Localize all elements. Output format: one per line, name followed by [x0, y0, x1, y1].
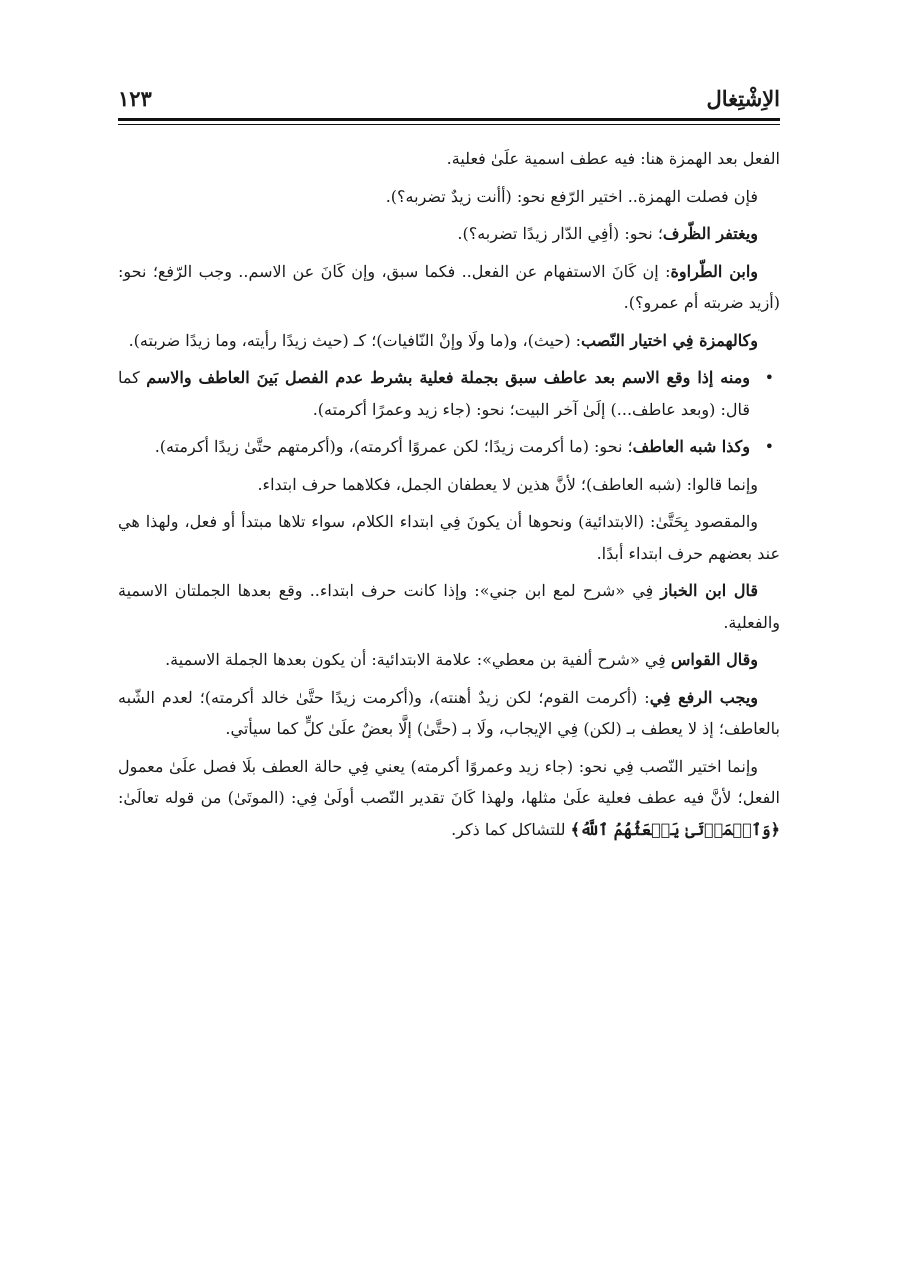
paragraph: وقال القواس فِي «شرح ألفية بن معطي»: علامة الابتدائية: أن يكون بعدها الجملة الاسمية.: [165, 650, 758, 669]
paragraph: وابن الطّراوة: إن كَانَ الاستفهام عن الفعل.. فكما سبق، وإن كَانَ عن الاسم.. وجب الرّفع؛ نحو: (أزيد ضربته أم عمرو؟).: [118, 261, 780, 312]
bold-term: قال ابن الخباز: [660, 581, 758, 600]
page-header: [118, 84, 780, 114]
header-rule-thin: [118, 124, 780, 125]
header-rule-thick: [118, 118, 780, 121]
bold-term: ويجب الرفع فِي: [649, 687, 758, 707]
bold-term: وقال القواس: [670, 650, 758, 669]
page-number: ١٢٣: [118, 86, 152, 111]
paragraph: قال ابن الخباز فِي «شرح لمع ابن جني»: وإذا كانت حرف ابتداء.. وقع بعدها الجملتان الاسمية والفعلية.: [118, 581, 780, 632]
paragraph: فإن فصلت الهمزة.. اختير الرّفع نحو: (أأنت زيدٌ تضربه؟).: [385, 186, 758, 206]
paragraph: وإنما قالوا: (شبه العاطف)؛ لأنَّ هذين لا يعطفان الجمل، فكلاهما حرف ابتداء.: [257, 474, 758, 494]
bold-term: وكذا شبه العاطف: [632, 437, 750, 456]
bullet-list: [118, 362, 780, 463]
paragraph: الفعل بعد الهمزة هنا: فيه عطف اسمية علَىٰ فعلية.: [446, 149, 780, 168]
bold-term: وابن الطّراوة: [670, 261, 759, 281]
paragraph: ويغتفر الظّرف؛ نحو: (أفِي الدّار زيدًا تضربه؟).: [457, 224, 758, 243]
main-text: [118, 143, 780, 851]
bold-term: ومنه إذا وقع الاسم بعد عاطف سبق بجملة فعلية بشرط عدم الفصل بَينَ العاطف والاسم: [146, 368, 751, 387]
paragraph: وكالهمزة فِي اختيار النّصب: (حيث)، و(ما ولَا وإنْ النّافيات)؛ كـ (حيث زيدًا رأيته، وما زيدًا ضربته).: [128, 330, 758, 350]
list-item: • ومنه إذا وقع الاسم بعد عاطف سبق بجملة فعلية بشرط عدم الفصل بَينَ العاطف والاسم كما قال: (وبعد عاطف...) إلَىٰ آخر البيت؛ نحو: (جاء زيد وعمرًا أكرمته).: [118, 362, 780, 425]
bold-term: وكالهمزة فِي اختيار النّصب: [581, 330, 758, 350]
running-title: الاِشْتِغال: [706, 86, 780, 111]
paragraph: والمقصود بِحَتَّىٰ: (الابتدائية) ونحوها أن يكونَ فِي ابتداء الكلام، سواء تلاها مبتدأ أو فعل، ولهذا هي عند بعضهم حرف ابتداء أبدًا.: [118, 512, 780, 563]
paragraph: وإنما اختير النّصب فِي نحو: (جاء زيد وعمروًا أكرمته) يعني فِي حالة العطف بلَا فصل علَىٰ معمول الفعل؛ لأنَّ فيه عطف فعلية علَىٰ مثلها، ولهذا كَانَ تقدير النّصب أولَىٰ فِي: (الموتَىٰ) من قوله تعالَىٰ: ﴿وَٱلۡمَوۡتَىٰ يَبۡعَثُهُمُ ٱللَّهُ﴾ للتشاكل كما ذكر.: [118, 756, 780, 839]
paragraph: ويجب الرفع فِي: (أكرمت القوم؛ لكن زيدٌ أهنته)، و(أكرمت زيدًا حتَّىٰ خالد أكرمته)؛ لعدم الشّبه بالعاطف؛ إذ لا يعطف بـ (لكن) فِي الإيجاب، ولَا بـ (حتَّىٰ) إلَّا بعضٌ علَىٰ كلٍّ كما سيأتي.: [118, 687, 780, 738]
quran-verse: ﴿وَٱلۡمَوۡتَىٰ يَبۡعَثُهُمُ ٱللَّهُ﴾: [570, 819, 780, 839]
bold-term: ويغتفر الظّرف: [662, 224, 758, 243]
list-item: • وكذا شبه العاطف؛ نحو: (ما أكرمت زيدًا؛ لكن عمروًا أكرمته)، و(أكرمتهم حتَّىٰ زيدًا أكرمته).: [118, 431, 780, 463]
